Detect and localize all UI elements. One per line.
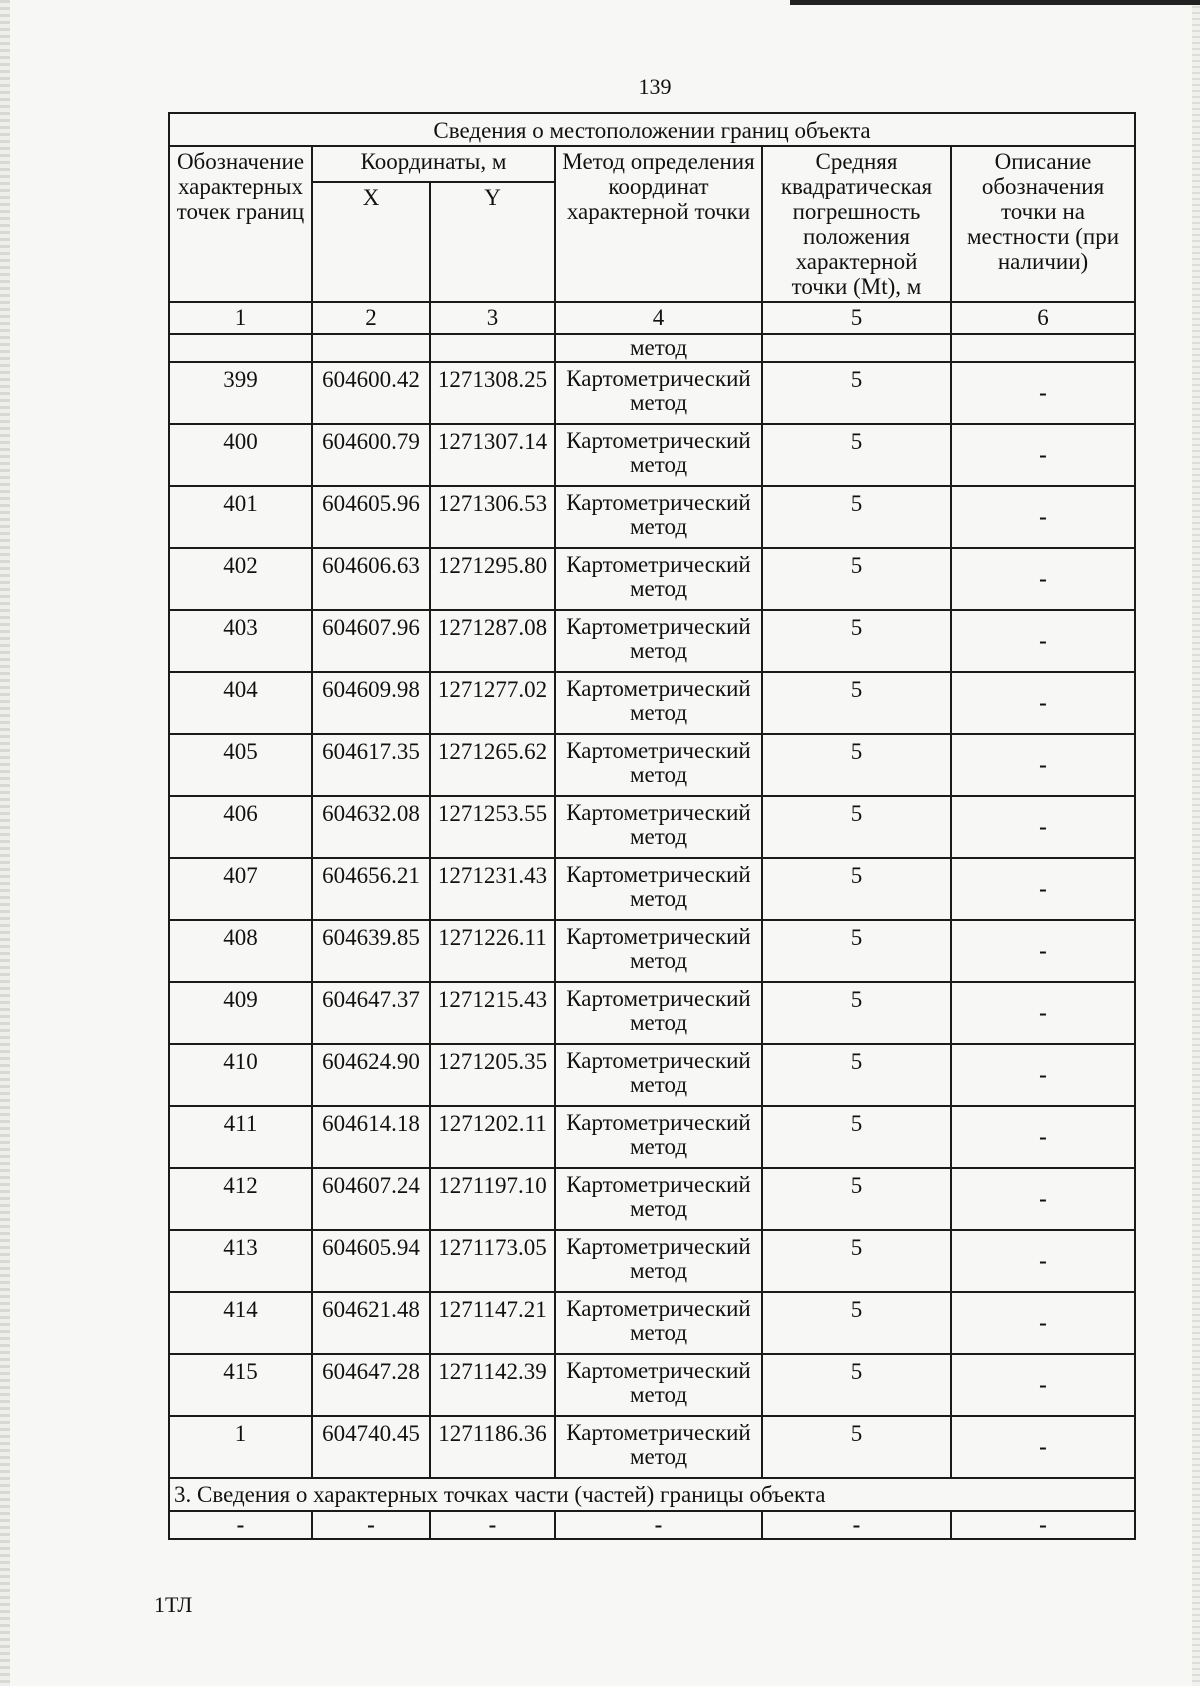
- description-cell: -: [951, 734, 1135, 796]
- description-cell: -: [951, 1292, 1135, 1354]
- y-coordinate-cell: 1271142.39: [430, 1354, 555, 1416]
- error-cell: 5: [762, 548, 951, 610]
- description-cell: -: [951, 1168, 1135, 1230]
- error-cell: 5: [762, 920, 951, 982]
- x-coordinate-cell: 604614.18: [312, 1106, 430, 1168]
- column-number: 3: [430, 302, 555, 334]
- method-cell: Картометрический метод: [555, 486, 762, 548]
- error-cell: 5: [762, 1416, 951, 1478]
- point-cell: 412: [169, 1168, 312, 1230]
- error-cell: 5: [762, 1230, 951, 1292]
- point-cell: 400: [169, 424, 312, 486]
- x-coordinate-cell: 604617.35: [312, 734, 430, 796]
- header-mean-square-error: Средняя квадратическая погрешность положения характерной точки (Mt), м: [762, 146, 951, 302]
- section-3-title: 3. Сведения о характерных точках части (частей) границы объекта: [169, 1478, 1135, 1511]
- continuation-empty-cell: [312, 334, 430, 362]
- error-cell: 5: [762, 424, 951, 486]
- column-number: 4: [555, 302, 762, 334]
- table-row: [169, 734, 1135, 796]
- error-cell: 5: [762, 982, 951, 1044]
- method-cell: Картометрический метод: [555, 1416, 762, 1478]
- point-cell: 403: [169, 610, 312, 672]
- y-coordinate-cell: 1271186.36: [430, 1416, 555, 1478]
- section-3-cell: -: [430, 1511, 555, 1539]
- method-cell: Картометрический метод: [555, 920, 762, 982]
- y-coordinate-cell: 1271147.21: [430, 1292, 555, 1354]
- method-cell: Картометрический метод: [555, 672, 762, 734]
- x-coordinate-cell: 604647.37: [312, 982, 430, 1044]
- description-cell: -: [951, 1044, 1135, 1106]
- error-cell: 5: [762, 672, 951, 734]
- table-row: [169, 1292, 1135, 1354]
- y-coordinate-cell: 1271265.62: [430, 734, 555, 796]
- table-row: [169, 796, 1135, 858]
- y-coordinate-cell: 1271307.14: [430, 424, 555, 486]
- x-coordinate-cell: 604656.21: [312, 858, 430, 920]
- description-cell: -: [951, 920, 1135, 982]
- error-cell: 5: [762, 1292, 951, 1354]
- error-cell: 5: [762, 1044, 951, 1106]
- method-cell: Картометрический метод: [555, 858, 762, 920]
- point-cell: 414: [169, 1292, 312, 1354]
- point-cell: 1: [169, 1416, 312, 1478]
- table-row: [169, 610, 1135, 672]
- scan-edge-left: [0, 0, 10, 1686]
- y-coordinate-cell: 1271277.02: [430, 672, 555, 734]
- method-cell: Картометрический метод: [555, 610, 762, 672]
- y-coordinate-cell: 1271197.10: [430, 1168, 555, 1230]
- section-3-cell: -: [169, 1511, 312, 1539]
- point-cell: 409: [169, 982, 312, 1044]
- section-3-cell: -: [762, 1511, 951, 1539]
- x-coordinate-cell: 604605.96: [312, 486, 430, 548]
- method-cell: Картометрический метод: [555, 1106, 762, 1168]
- table-row: [169, 672, 1135, 734]
- description-cell: -: [951, 362, 1135, 424]
- continuation-empty-cell: [762, 334, 951, 362]
- table-row: [169, 1230, 1135, 1292]
- scan-edge-right: [1192, 0, 1200, 1686]
- y-coordinate-cell: 1271287.08: [430, 610, 555, 672]
- header-point-designation: Обозначение характерных точек границ: [169, 146, 312, 302]
- point-cell: 407: [169, 858, 312, 920]
- column-number: 6: [951, 302, 1135, 334]
- description-cell: -: [951, 486, 1135, 548]
- error-cell: 5: [762, 486, 951, 548]
- y-coordinate-cell: 1271231.43: [430, 858, 555, 920]
- point-cell: 413: [169, 1230, 312, 1292]
- table-row: [169, 920, 1135, 982]
- point-cell: 415: [169, 1354, 312, 1416]
- x-coordinate-cell: 604600.79: [312, 424, 430, 486]
- table-caption: Сведения о местоположении границ объекта: [169, 113, 1135, 146]
- method-cell: Картометрический метод: [555, 982, 762, 1044]
- error-cell: 5: [762, 796, 951, 858]
- point-cell: 402: [169, 548, 312, 610]
- y-coordinate-cell: 1271202.11: [430, 1106, 555, 1168]
- method-cell: Картометрический метод: [555, 1168, 762, 1230]
- point-cell: 410: [169, 1044, 312, 1106]
- description-cell: -: [951, 672, 1135, 734]
- point-cell: 404: [169, 672, 312, 734]
- error-cell: 5: [762, 1168, 951, 1230]
- description-cell: -: [951, 1416, 1135, 1478]
- header-x: X: [312, 182, 430, 302]
- table-row: [169, 1106, 1135, 1168]
- point-cell: 411: [169, 1106, 312, 1168]
- document-body: [168, 112, 1134, 1540]
- point-cell: 401: [169, 486, 312, 548]
- y-coordinate-cell: 1271308.25: [430, 362, 555, 424]
- y-coordinate-cell: 1271226.11: [430, 920, 555, 982]
- header-y: Y: [430, 182, 555, 302]
- error-cell: 5: [762, 1354, 951, 1416]
- section-3-cell: -: [555, 1511, 762, 1539]
- column-number: 1: [169, 302, 312, 334]
- method-cell: Картометрический метод: [555, 1230, 762, 1292]
- scan-top-strip: [790, 0, 1200, 5]
- point-cell: 399: [169, 362, 312, 424]
- table-row: [169, 548, 1135, 610]
- description-cell: -: [951, 610, 1135, 672]
- x-coordinate-cell: 604647.28: [312, 1354, 430, 1416]
- x-coordinate-cell: 604607.96: [312, 610, 430, 672]
- method-cell: Картометрический метод: [555, 734, 762, 796]
- x-coordinate-cell: 604605.94: [312, 1230, 430, 1292]
- y-coordinate-cell: 1271306.53: [430, 486, 555, 548]
- description-cell: -: [951, 548, 1135, 610]
- point-cell: 408: [169, 920, 312, 982]
- page-number: 139: [638, 74, 672, 99]
- table-row: [169, 1044, 1135, 1106]
- y-coordinate-cell: 1271295.80: [430, 548, 555, 610]
- description-cell: -: [951, 982, 1135, 1044]
- description-cell: -: [951, 796, 1135, 858]
- x-coordinate-cell: 604600.42: [312, 362, 430, 424]
- error-cell: 5: [762, 858, 951, 920]
- description-cell: -: [951, 424, 1135, 486]
- method-cell: Картометрический метод: [555, 548, 762, 610]
- description-cell: -: [951, 858, 1135, 920]
- x-coordinate-cell: 604632.08: [312, 796, 430, 858]
- y-coordinate-cell: 1271173.05: [430, 1230, 555, 1292]
- error-cell: 5: [762, 734, 951, 796]
- section-3-cell: -: [951, 1511, 1135, 1539]
- method-cell: Картометрический метод: [555, 1354, 762, 1416]
- method-cell: Картометрический метод: [555, 362, 762, 424]
- error-cell: 5: [762, 362, 951, 424]
- boundary-coordinates-table: [168, 112, 1136, 1540]
- continuation-empty-cell: [951, 334, 1135, 362]
- method-cell: Картометрический метод: [555, 1044, 762, 1106]
- x-coordinate-cell: 604740.45: [312, 1416, 430, 1478]
- table-row: [169, 362, 1135, 424]
- header-description: Описание обозначения точки на местности (при наличии): [951, 146, 1135, 302]
- table-row: [169, 982, 1135, 1044]
- point-cell: 406: [169, 796, 312, 858]
- x-coordinate-cell: 604609.98: [312, 672, 430, 734]
- table-row: [169, 1354, 1135, 1416]
- table-row: [169, 1416, 1135, 1478]
- point-cell: 405: [169, 734, 312, 796]
- x-coordinate-cell: 604606.63: [312, 548, 430, 610]
- description-cell: -: [951, 1354, 1135, 1416]
- column-number: 5: [762, 302, 951, 334]
- header-coordinates: Координаты, м: [312, 146, 555, 182]
- column-number: 2: [312, 302, 430, 334]
- y-coordinate-cell: 1271253.55: [430, 796, 555, 858]
- table-row: [169, 858, 1135, 920]
- method-cell: Картометрический метод: [555, 424, 762, 486]
- table-row: [169, 486, 1135, 548]
- continuation-method-cell: метод: [555, 334, 762, 362]
- continuation-empty-cell: [430, 334, 555, 362]
- table-row: [169, 1168, 1135, 1230]
- error-cell: 5: [762, 610, 951, 672]
- y-coordinate-cell: 1271215.43: [430, 982, 555, 1044]
- table-row: [169, 424, 1135, 486]
- method-cell: Картометрический метод: [555, 796, 762, 858]
- header-method: Метод определения координат характерной точки: [555, 146, 762, 302]
- continuation-empty-cell: [169, 334, 312, 362]
- method-cell: Картометрический метод: [555, 1292, 762, 1354]
- x-coordinate-cell: 604624.90: [312, 1044, 430, 1106]
- section-3-cell: -: [312, 1511, 430, 1539]
- x-coordinate-cell: 604607.24: [312, 1168, 430, 1230]
- description-cell: -: [951, 1230, 1135, 1292]
- x-coordinate-cell: 604639.85: [312, 920, 430, 982]
- error-cell: 5: [762, 1106, 951, 1168]
- y-coordinate-cell: 1271205.35: [430, 1044, 555, 1106]
- description-cell: -: [951, 1106, 1135, 1168]
- footer-mark: 1ТЛ: [154, 1592, 193, 1617]
- x-coordinate-cell: 604621.48: [312, 1292, 430, 1354]
